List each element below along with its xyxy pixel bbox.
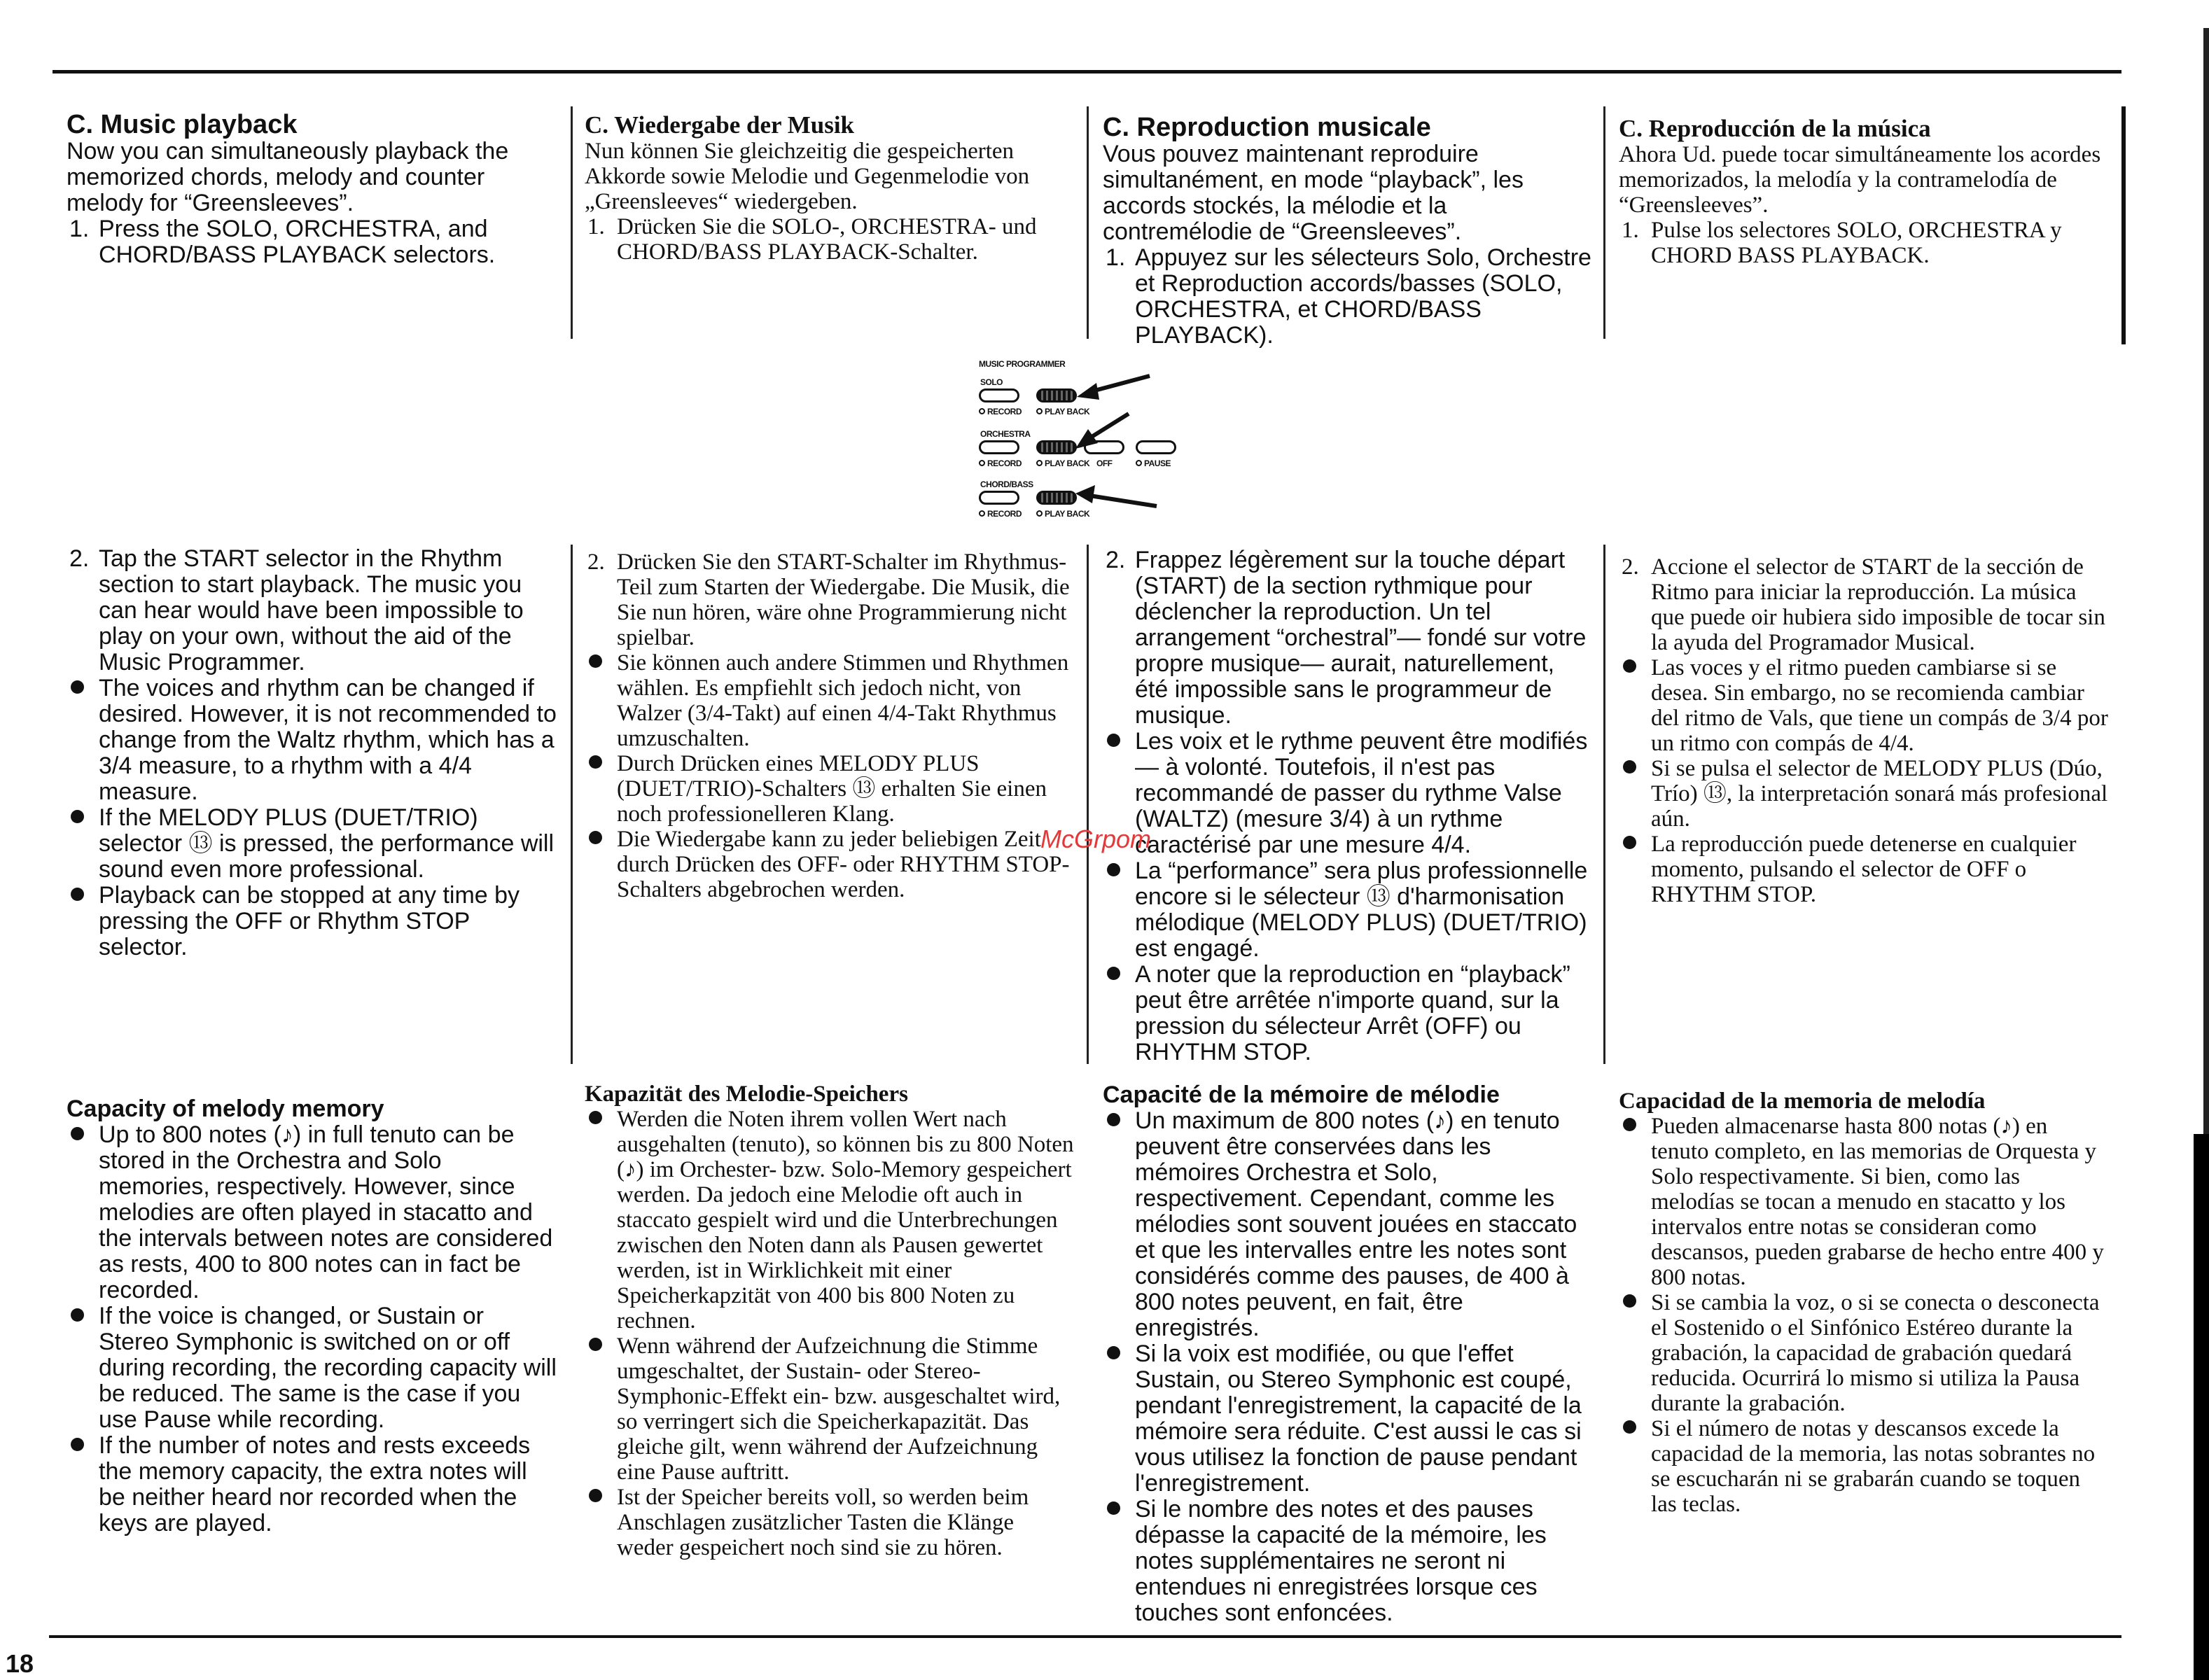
bullet-text: Si le nombre des notes et des pauses dépasse la capacité de la mémoire, les notes supplémentaires ne seront ni entendues ni enregistrées lorsque ces touches sont enfoncées. [1135, 1496, 1547, 1626]
bullet-icon [1623, 832, 1655, 857]
col-en-capacity [67, 1096, 557, 1536]
col-es-top [1619, 115, 2109, 268]
step-text: Pulse los selectores SOLO, ORCHESTRA y CHORD BASS PLAYBACK. [1651, 218, 2062, 268]
bullet-text: Si el número de notas y descansos excede la capacidad de la memoria, las notas sobrantes no se escucharán ni se grabarán cuando se toquen las teclas. [1651, 1416, 2096, 1517]
orchestra-label: ORCHESTRA [980, 429, 1031, 439]
step-item [1103, 547, 1593, 729]
bullet-item [585, 1334, 1075, 1485]
step-text: Tap the START selector in the Rhythm section to start playback. The music you can hear would have been impossible to play on your own, without the aid of the Music Programmer. [99, 545, 524, 676]
step-text: Frappez légèrement sur la touche départ (START) de la section rythmique pour déclencher la reproduction. Un tel arrangement “orchestral”— fondé sur votre propre musique— aurait, naturellement, été impossible sans le programmeur de musique. [1135, 547, 1587, 729]
step-number: 1. [69, 216, 90, 242]
bullet-icon [71, 883, 103, 909]
bullet-icon [589, 827, 621, 852]
col-fr-middle [1103, 547, 1593, 1065]
bullet-text: The voices and rhythm can be changed if desired. However, it is not recommended to change from the Waltz rhythm, which has a 3/4 measure, to a rhythm with a 4/4 measure. [99, 675, 557, 805]
chord-bass-label: CHORD/BASS [980, 479, 1033, 489]
playback-label: PLAY BACK [1045, 509, 1090, 519]
bullet-icon [1623, 655, 1655, 680]
bullet-icon [1107, 729, 1139, 755]
col-es-middle [1619, 554, 2109, 907]
col-en-top [67, 111, 557, 268]
intro-text: Vous pouvez maintenant reproduire simultanément, en mode “playback”, les accords stockés, la mélodie et la contremélodie de “Greensleeves”. [1103, 141, 1524, 245]
bullet-icon [71, 1433, 103, 1459]
step-number: 2. [69, 545, 90, 572]
bullet-item [1619, 1114, 2109, 1290]
bullet-text: Las voces y el ritmo pueden cambiarse si se desea. Sin embargo, no se recomienda cambiar del ritmo de Vals, que tiene un compás de 3/4 por un ritmo con compás de 4/4. [1651, 655, 2108, 756]
off-label: OFF [1096, 458, 1113, 468]
playback-label: PLAY BACK [1045, 458, 1090, 468]
bullet-text: Si se cambia la voz, o si se conecta o desconecta el Sostenido o el Sinfónico Estéreo durante la grabación, la capacidad de grabación quedará reducida. Ocurrirá lo mismo si utiliza la Pausa durante la grabación. [1651, 1290, 2100, 1416]
bullet-item [585, 751, 1075, 827]
bullet-item [67, 1122, 557, 1303]
music-programmer-diagram [966, 346, 1190, 528]
column-divider [1603, 106, 1605, 339]
bullet-icon [1107, 962, 1139, 988]
arrow-icon [966, 346, 1190, 528]
bullet-icon [71, 676, 103, 701]
page-edge [2203, 28, 2209, 1134]
bullet-icon [1623, 1114, 1655, 1139]
bullet-icon [1623, 1290, 1655, 1315]
page-number: 18 [6, 1649, 34, 1678]
bullet-item [1103, 729, 1593, 858]
bullet-icon [71, 1303, 103, 1329]
bullet-text: Up to 800 notes (♪) in full tenuto can be stored in the Orchestra and Solo memories, respectively. However, since melodies are often played in stacatto and the intervals between notes are considered as rests, 400 to 800 notes can in fact be recorded. [99, 1121, 553, 1303]
bullet-text: Pueden almacenarse hasta 800 notas (♪) en tenuto completo, en las memorias de Orquesta y Solo respectivamente. Si bien, como las melodías se tocan a menudo en stacatto y los intervalos entre notas se consideran como descansos, pueden grabarse de hecho entre 400 y 800 notas. [1651, 1114, 2104, 1290]
bullet-item [1103, 1497, 1593, 1626]
section-title: C. Reproduction musicale [1103, 113, 1431, 142]
capacity-title: Capacity of melody memory [67, 1096, 384, 1122]
section-title: C. Music playback [67, 110, 298, 139]
bullet-icon [589, 1485, 621, 1510]
bullet-item [67, 1303, 557, 1433]
step-item [67, 216, 557, 268]
bullet-text: Wenn während der Aufzeichnung die Stimme umgeschaltet, der Sustain- oder Stereo-Symphonic-Effekt ein- bzw. ausgeschaltet wird, so verringert sich die Speicherkapazität. Das gleiche gilt, wenn während der Aufzeichnung eine Pause auftritt. [617, 1334, 1061, 1485]
bullet-item [1619, 756, 2109, 832]
bullet-item [67, 1433, 557, 1536]
capacity-title: Capacité de la mémoire de mélodie [1103, 1082, 1500, 1108]
step-item [585, 214, 1075, 265]
bullet-text: Werden die Noten ihrem vollen Wert nach ausgehalten (tenuto), so können bis zu 800 Noten (♪) im Orchester- bzw. Solo-Memory gespeichert werden. Da jedoch eine Melodie oft auch in staccato gespielt wird und die Unterbrechungen zwischen den Noten dann als Pausen gewertet werden, ist in Wirklichkeit mit einer Speicherkapzität von 400 bis 800 Noten zu rechnen. [617, 1107, 1074, 1334]
bullet-item [67, 676, 557, 805]
capacity-title: Kapazität des Melodie-Speichers [585, 1082, 908, 1107]
page-edge-shadow [2194, 1134, 2209, 1680]
section-title: C. Reproducción de la música [1619, 115, 1931, 142]
bullet-text: Si la voix est modifiée, ou que l'effet Sustain, ou Stereo Symphonic est coupé, pendant l'enregistrement, la capacité de la mémoire sera réduite. C'est aussi le cas si vous utilisez la fonction de pause pendant l'enregistrement. [1135, 1340, 1582, 1497]
bullet-item [67, 883, 557, 960]
diagram-title: MUSIC PROGRAMMER [979, 359, 1066, 369]
bullet-item [1103, 1108, 1593, 1341]
intro-text: Nun können Sie gleichzeitig die gespeicherten Akkorde sowie Melodie und Gegenmelodie von „Greensleeves“ wiedergeben. [585, 139, 1030, 214]
bullet-item [67, 805, 557, 883]
intro-text: Ahora Ud. puede tocar simultáneamente los acordes memorizados, la melodía y la contramelodía de “Greensleeves”. [1619, 142, 2101, 218]
intro-text: Now you can simultaneously playback the memorized chords, melody and counter melody for “Greensleeves”. [67, 138, 509, 216]
bullet-text: Die Wiedergabe kann zu jeder beliebigen Zeit durch Drücken des OFF- oder RHYTHM STOP-Schalters abgebrochen werden. [617, 827, 1070, 902]
bullet-item [585, 827, 1075, 902]
bullet-icon [71, 1122, 103, 1148]
step-item [585, 550, 1075, 650]
col-fr-capacity [1103, 1082, 1593, 1626]
column-divider [1603, 545, 1605, 1064]
bullet-item [1103, 1341, 1593, 1497]
bullet-item [1619, 1290, 2109, 1416]
step-number: 2. [1622, 554, 1639, 580]
watermark: McGrpom [1040, 825, 1152, 853]
bullet-text: Durch Drücken eines MELODY PLUS (DUET/TRIO)-Schalters ⑬ erhalten Sie einen noch professionelleren Klang. [617, 751, 1047, 827]
col-de-top [585, 112, 1075, 265]
bullet-icon [1623, 756, 1655, 781]
step-number: 1. [587, 214, 605, 239]
bullet-text: If the MELODY PLUS (DUET/TRIO) selector ⑬ is pressed, the performance will sound even more professional. [99, 804, 555, 883]
bullet-icon [589, 1107, 621, 1132]
bullet-item [585, 1485, 1075, 1560]
bullet-text: La reproducción puede detenerse en cualquier momento, pulsando el selector de OFF o RHYTHM STOP. [1651, 832, 2077, 907]
record-label: RECORD [987, 458, 1022, 468]
section-title: C. Wiedergabe der Musik [585, 111, 855, 139]
step-item [67, 546, 557, 676]
bullet-item [1103, 962, 1593, 1065]
bullet-text: If the number of notes and rests exceeds the memory capacity, the extra notes will be neither heard nor recorded when the keys are played. [99, 1432, 531, 1536]
bullet-item [1619, 832, 2109, 907]
pause-label: PAUSE [1144, 458, 1171, 468]
bullet-text: Les voix et le rythme peuvent être modifiés— à volonté. Toutefois, il n'est pas recommandé de passer du rythme Valse (WALTZ) (mesure 3/4) à un rythme caractérisé par une mesure 4/4. [1135, 728, 1588, 858]
col-en-middle [67, 546, 557, 960]
bullet-item [1619, 655, 2109, 756]
bullet-text: A noter que la reproduction en “playback” peut être arrêtée n'importe quand, sur la pression du sélecteur Arrêt (OFF) ou RHYTHM STOP. [1135, 961, 1570, 1065]
bullet-icon [589, 1334, 621, 1359]
record-label: RECORD [987, 509, 1022, 519]
solo-label: SOLO [980, 377, 1003, 387]
top-rule [53, 70, 2121, 74]
step-text: Drücken Sie die SOLO-, ORCHESTRA- und CHORD/BASS PLAYBACK-Schalter. [617, 214, 1037, 265]
step-number: 2. [587, 550, 605, 575]
step-item [1103, 245, 1593, 349]
step-item [1619, 554, 2109, 655]
bullet-item [585, 650, 1075, 751]
bullet-icon [1107, 1497, 1139, 1522]
bullet-text: La “performance” sera plus professionnelle encore si le sélecteur ⑬ d'harmonisation mélodique (MELODY PLUS) (DUET/TRIO) est engagé. [1135, 858, 1588, 962]
bullet-item [1619, 1416, 2109, 1517]
bullet-icon [1107, 1108, 1139, 1134]
col-es-capacity [1619, 1088, 2109, 1517]
col-fr-top [1103, 113, 1593, 349]
bullet-icon [1623, 1416, 1655, 1441]
step-text: Accione el selector de START de la sección de Ritmo para iniciar la reproducción. La música que puede oir hubiera sido imposible de tocar sin la ayuda del Programador Musical. [1651, 554, 2105, 655]
record-label: RECORD [987, 407, 1022, 416]
bullet-text: Sie können auch andere Stimmen und Rhythmen wählen. Es empfiehlt sich jedoch nicht, von Walzer (3/4-Takt) auf einen 4/4-Takt Rhythmus umzuschalten. [617, 650, 1069, 751]
bullet-item [585, 1107, 1075, 1334]
step-number: 2. [1106, 547, 1126, 573]
bullet-text: Un maximum de 800 notes (♪) en tenuto peuvent être conservées dans les mémoires Orchestra et Solo, respectivement. Cependant, comme les mélodies sont souvent jouées en staccato et que les intervalles entre les notes sont considérés comme des pauses, de 400 à 800 notes peuvent, en fait, être enregistrés. [1135, 1107, 1577, 1341]
bullet-text: Si se pulsa el selector de MELODY PLUS (Dúo, Trío) ⑬, la interpretación sonará más profesional aún. [1651, 756, 2108, 832]
column-divider [1087, 545, 1089, 1064]
step-item [1619, 218, 2109, 268]
capacity-title: Capacidad de la memoria de melodía [1619, 1088, 1986, 1114]
playback-label: PLAY BACK [1045, 407, 1090, 416]
bullet-text: If the voice is changed, or Sustain or Stereo Symphonic is switched on or off during recording, the recording capacity will be reduced. The same is the case if you use Pause while recording. [99, 1303, 557, 1433]
step-number: 1. [1106, 244, 1126, 271]
bullet-icon [1107, 1341, 1139, 1367]
step-text: Press the SOLO, ORCHESTRA, and CHORD/BASS PLAYBACK selectors. [99, 216, 496, 268]
col-de-capacity [585, 1082, 1075, 1560]
step-text: Appuyez sur les sélecteurs Solo, Orchestre et Reproduction accords/basses (SOLO, ORCHESTRA, et CHORD/BASS PLAYBACK). [1135, 244, 1591, 349]
bullet-text: Ist der Speicher bereits voll, so werden beim Anschlagen zusätzlicher Tasten die Klänge weder gespeichert noch sind sie zu hören. [617, 1485, 1029, 1560]
bullet-icon [1107, 858, 1139, 884]
bullet-text: Playback can be stopped at any time by pressing the OFF or Rhythm STOP selector. [99, 882, 520, 960]
step-number: 1. [1622, 218, 1639, 243]
col-de-middle [585, 550, 1075, 902]
bullet-icon [589, 650, 621, 676]
bullet-icon [71, 805, 103, 831]
step-text: Drücken Sie den START-Schalter im Rhythmus-Teil zum Starten der Wiedergabe. Die Musik, die Sie nun hören, wäre ohne Programmierung nicht spielbar. [617, 550, 1070, 650]
bullet-icon [589, 751, 621, 776]
bullet-item [1103, 858, 1593, 962]
column-divider [1087, 106, 1089, 339]
column-divider [571, 545, 573, 1064]
column-divider [2121, 106, 2126, 344]
bottom-rule [49, 1635, 2121, 1638]
column-divider [571, 106, 573, 339]
